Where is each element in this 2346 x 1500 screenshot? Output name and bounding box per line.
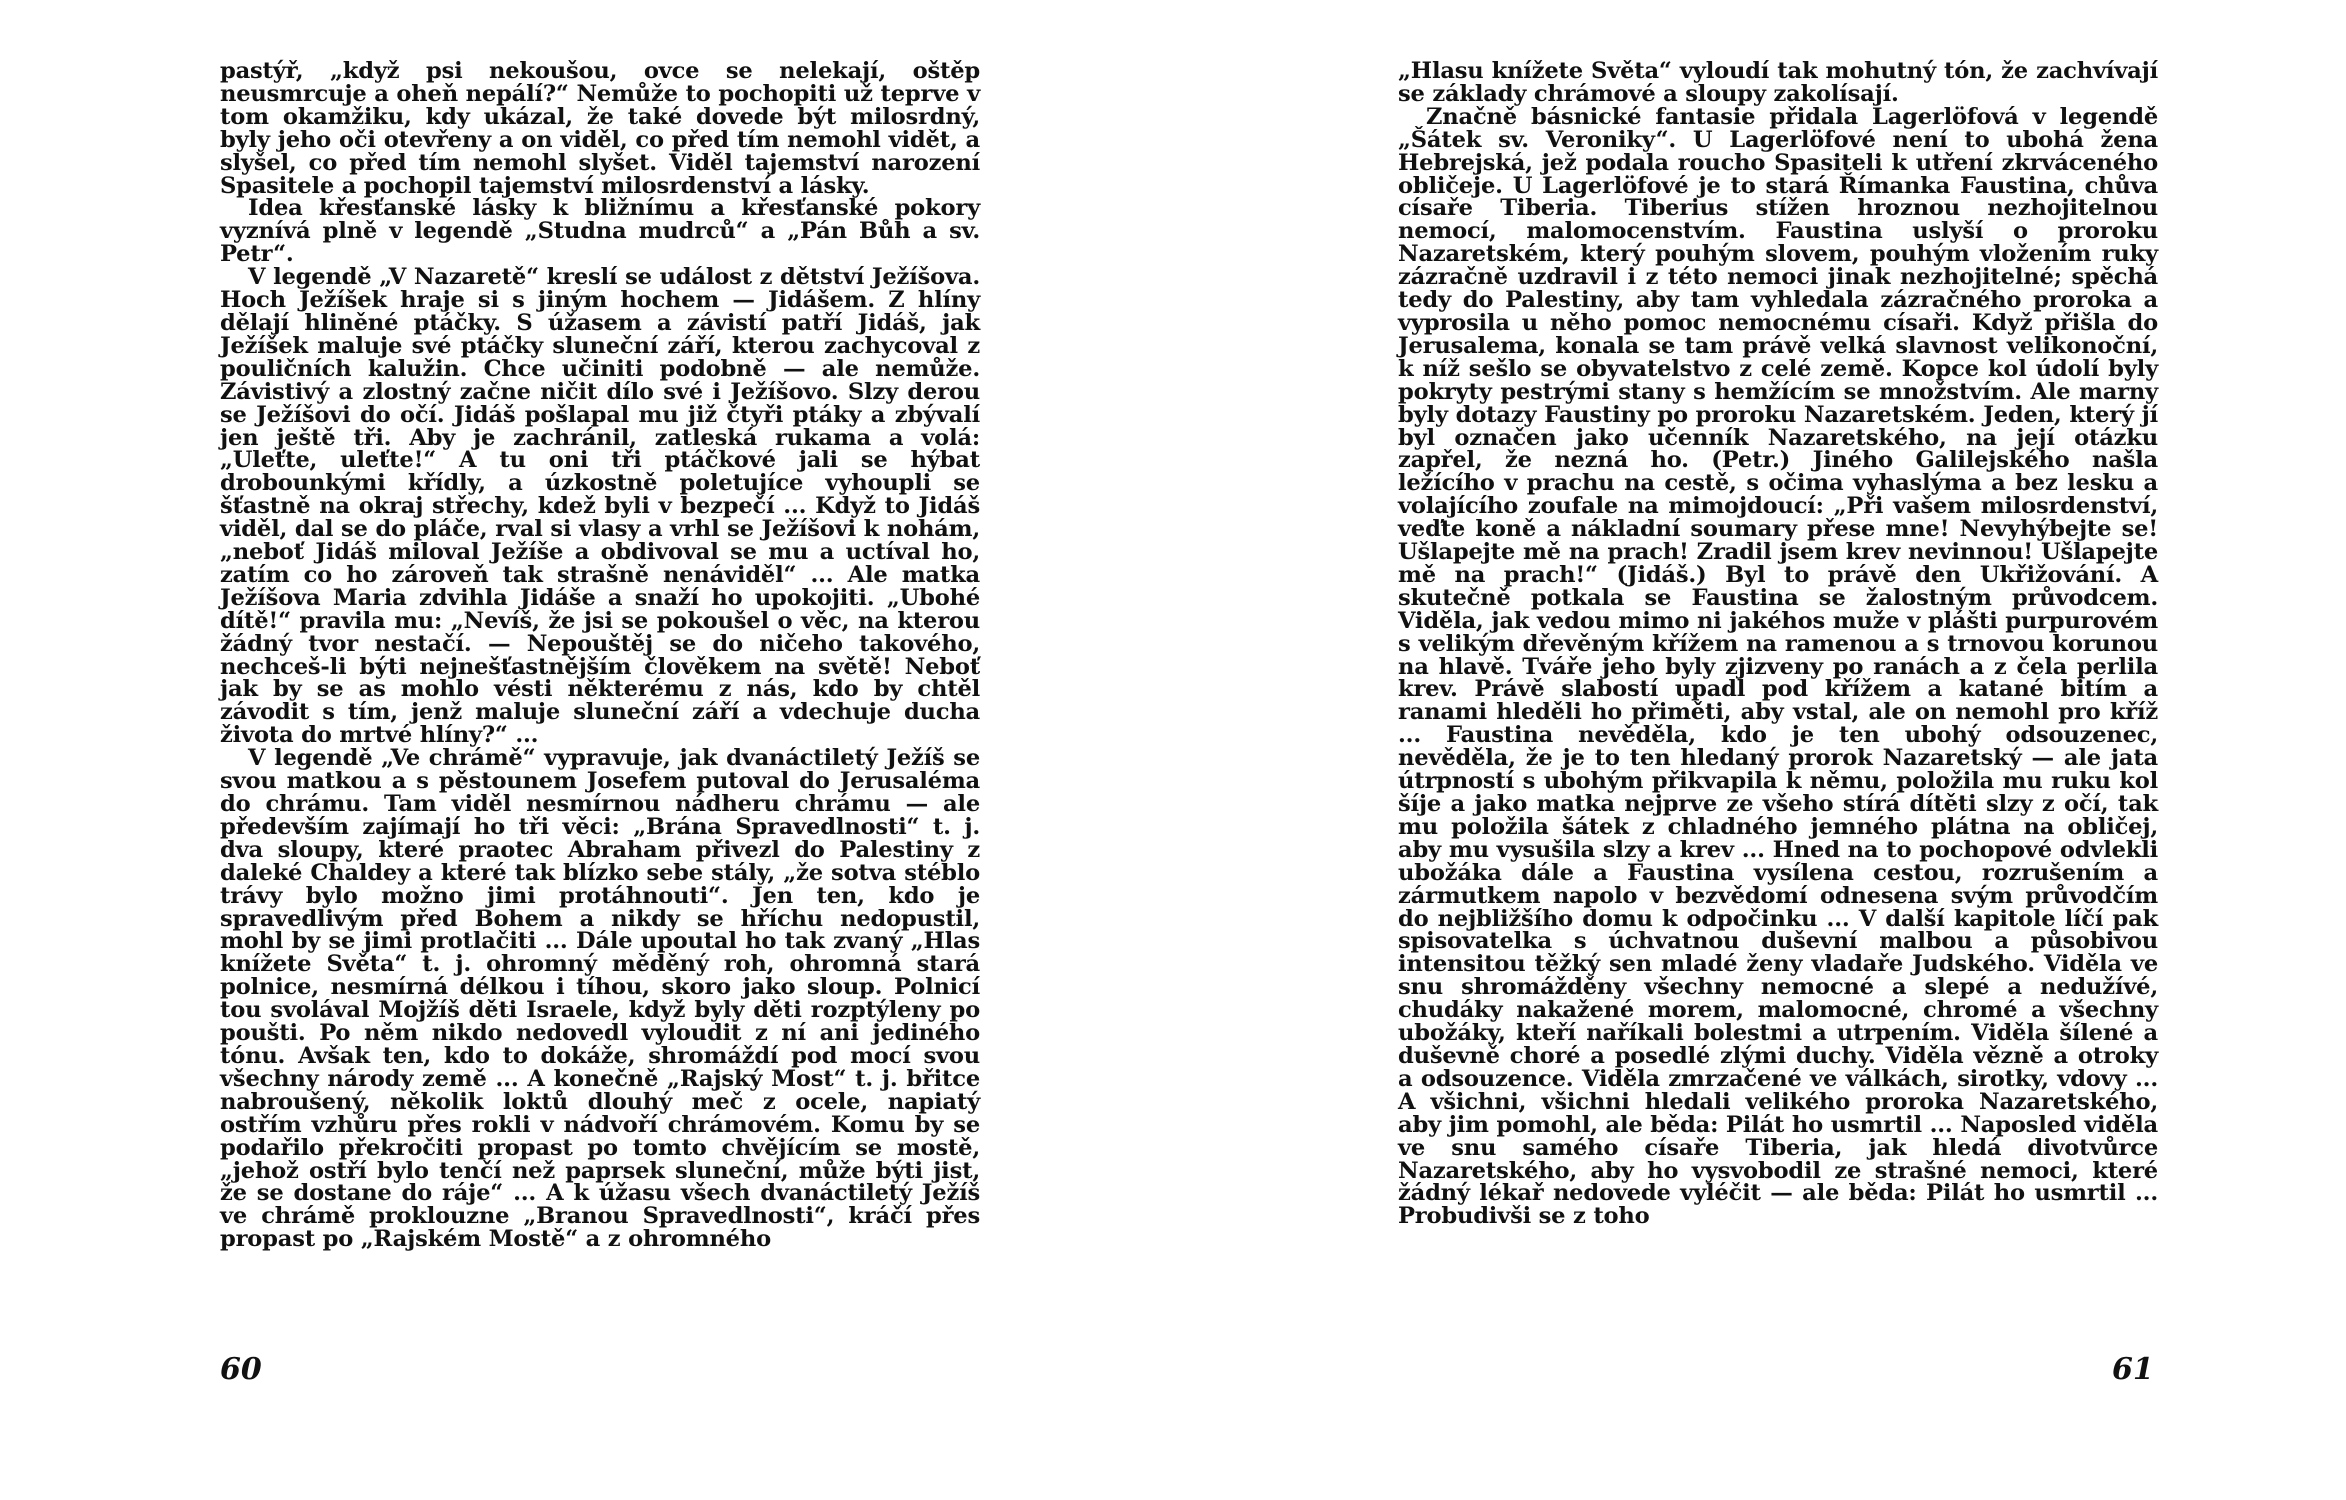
left-page <box>220 60 980 1251</box>
right-page <box>1398 60 2158 1228</box>
right-paragraph-2: Značně básnické fantasie přidala Lagerlöfová v legendě „Šátek sv. Veroniky“. U Lagerlöfové není to ubohá žena Hebrejská, jež podala roucho Spasiteli k utření zkrváceného obličeje. U Lagerlöfové je to stará Římanka Faustina, chůva císaře Tiberia. Tiberius stížen hroznou nezhojitelnou nemocí, malomocenstvím. Faustina uslyší o proroku Nazaretském, který pouhým slovem, pouhým vložením ruky zázračně uzdravil i z této nemoci jinak nezhojitelné; spěchá tedy do Palestiny, aby tam vyhledala zázračného proroka a vyprosila u něho pomoc nemocnému císaři. Když přišla do Jerusalema, konala se tam právě velká slavnost velikonoční, k níž sešlo se obyvatelstvo z celé země. Kopce kol údolí byly pokryty pestrými stany s hemžícím se množstvím. Ale marny byly dotazy Faustiny po proroku Nazaretském. Jeden, který jí byl označen jako učenník Nazaretského, na její otázku zapřel, že nezná ho. (Petr.) Jiného Galilejského našla ležícího v prachu na cestě, s očima vyhaslýma a bez lesku a volajícího zoufale na mimojdoucí: „Při vašem milosrdenství, veďte koně a nákladní soumary přese mne! Nevyhýbejte se! Ušlapejte mě na prach! Zradil jsem krev nevinnou! Ušlapejte mě na prach!“ (Jidáš.) Byl to právě den Ukřižování. A skutečně potkala se Faustina se žalostným průvodcem. Viděla, jak vedou mimo ni jakéhos muže v plášti purpurovém s velikým dřevěným křížem na ramenou a s trnovou korunou na hlavě. Tváře jeho byly zjizveny po ranách a z čela perlila krev. Právě slabostí upadl pod křížem a katané bitím a ranami hleděli ho přiměti, aby vstal, ale on nemohl pro kříž ... Faustina nevěděla, kdo je ten ubohý odsouzenec, nevěděla, že je to ten hledaný prorok Nazaretský — ale jata útrpností s ubohým přikvapila k němu, položila mu ruku kol šíje a jako matka nejprve ze všeho stírá dítěti slzy z očí, tak mu položila šátek z chladného jemného plátna na obličej, aby mu vysušila slzy a krev ... Hned na to pochopové odvlekli ubožáka dále a Faustina vysílena cestou, rozrušením a zármutkem napolo v bezvědomí odnesena svým průvodčím do nejbližšího domu k odpočinku ... V další kapitole líčí pak spisovatelka s úchvatnou duševní malbou a působivou intensitou těžký sen mladé ženy vladaře Judského. Viděla ve snu shromážděny všechny nemocné a slepé a nedužívé, chudáky nakažené morem, malomocné, chromé a všechny ubožáky, kteří naříkali bolestmi a utrpením. Viděla šílené a duševně choré a posedlé zlými duchy. Viděla vězně a otroky a odsouzence. Viděla zmrzačené ve válkách, sirotky, vdovy ... A všichni, všichni hledali velikého proroka Nazaretského, aby jim pomohl, ale běda: Pilát ho usmrtil ... Naposled viděla ve snu samého císaře Tiberia, jak hledá divotvůrce Nazaretského, aby ho vysvobodil ze strašné nemoci, které žádný lékař nedovede vyléčit — ale běda: Pilát ho usmrtil ... Probudivši se z toho <box>1398 103 2158 1230</box>
left-paragraph-4: V legendě „Ve chrámě“ vypravuje, jak dvanáctiletý Ježíš se svou matkou a s pěstounem Josefem putoval do Jerusaléma do chrámu. Tam viděl nesmírnou nádheru chrámu — ale především zajímají ho tři věci: „Brána Spravedlnosti“ t. j. dva sloupy, které praotec Abraham přivezl do Palestiny z daleké Chaldey a které tak blízko sebe stály, „že sotva stéblo trávy bylo možno jimi protáhnouti“. Jen ten, kdo je spravedlivým před Bohem a nikdy se hříchu nedopustil, mohl by se jimi protlačiti ... Dále upoutal ho tak zvaný „Hlas knížete Světa“ t. j. ohromný měděný roh, ohromná stará polnice, nesmírná délkou i tíhou, skoro jako sloup. Polnicí tou svolával Mojžíš děti Israele, když byly děti rozptýleny po poušti. Po něm nikdo nedovedl vyloudit z ní ani jediného tónu. Avšak ten, kdo to dokáže, shromáždí pod mocí svou všechny národy země ... A konečně „Rajský Most“ t. j. břitce nabroušený, několik loktů dlouhý meč z ocele, napiatý ostřím vzhůru přes rokli v nádvoří chrámovém. Komu by se podařilo překročiti propast po tomto chvějícím se mostě, „jehož ostří bylo tenčí než paprsek sluneční, může býti jist, že se dostane do ráje“ ... A k úžasu všech dvanáctiletý Ježíš ve chrámě proklouzne „Branou Spravedlnosti“, kráčí přes propast po „Rajském Mostě“ a z ohromného <box>220 745 980 1253</box>
left-paragraph-3: V legendě „V Nazaretě“ kreslí se událost z dětství Ježíšova. Hoch Ježíšek hraje si s jiným hochem — Jidášem. Z hlíny dělají hliněné ptáčky. S úžasem a závistí patří Jidáš, jak Ježíšek maluje své ptáčky sluneční září, kterou zachycoval z pouličních kalužin. Chce učiniti podobně — ale nemůže. Závistivý a zlostný začne ničit dílo své i Ježíšovo. Slzy derou se Ježíšovi do očí. Jidáš pošlapal mu již čtyři ptáky a zbývalí jen ještě tři. Aby je zachránil, zatleská rukama a volá: „Uleťte, uleťte!“ A tu oni tři ptáčkové jali se hýbat drobounkými křídly, a úzkostně poletujíce vyhoupli se šťastně na okraj střechy, kdež byli v bezpečí ... Když to Jidáš viděl, dal se do pláče, rval si vlasy a vrhl se Ježíšovi k nohám, „neboť Jidáš miloval Ježíše a obdivoval se mu a uctíval ho, zatím co ho zároveň tak strašně nenáviděl“ ... Ale matka Ježíšova Maria zdvihla Jidáše a snaží ho upokojiti. „Ubohé dítě!“ pravila mu: „Nevíš, že jsi se pokoušel o věc, na kterou žádný tvor nestačí. — Nepouštěj se do ničeho takového, nechceš-li býti nejnešťastnějším člověkem na světě! Neboť jak by se as mohlo vésti některému z nás, kdo by chtěl závodit s tím, jenž maluje sluneční září a vdechuje ducha života do mrtvé hlíny?“ ... <box>220 264 980 749</box>
left-page-text <box>220 60 980 1251</box>
right-page-number: 61 <box>2112 1352 2154 1387</box>
left-paragraph-1: pastýř, „když psi nekoušou, ovce se nelekají, oštěp neusmrcuje a oheň nepálí?“ Nemůže to pochopiti už teprve v tom okamžiku, kdy ukázal, že také dovede být milosrdný, byly jeho oči otevřeny a on viděl, co před tím nemohl vidět, a slyšel, co před tím nemohl slyšet. Viděl tajemství narození Spasitele a pochopil tajemství milosrdenství a lásky. <box>220 58 980 199</box>
right-page-text <box>1398 60 2158 1228</box>
left-page-number: 60 <box>220 1352 262 1387</box>
right-paragraph-1: „Hlasu knížete Světa“ vyloudí tak mohutný tón, že zachvívají se základy chrámové a sloupy zakolísají. <box>1398 58 2158 107</box>
left-paragraph-2: Idea křesťanské lásky k bližnímu a křesťanské pokory vyznívá plně v legendě „Studna mudrců“ a „Pán Bůh a sv. Petr“. <box>220 195 980 268</box>
